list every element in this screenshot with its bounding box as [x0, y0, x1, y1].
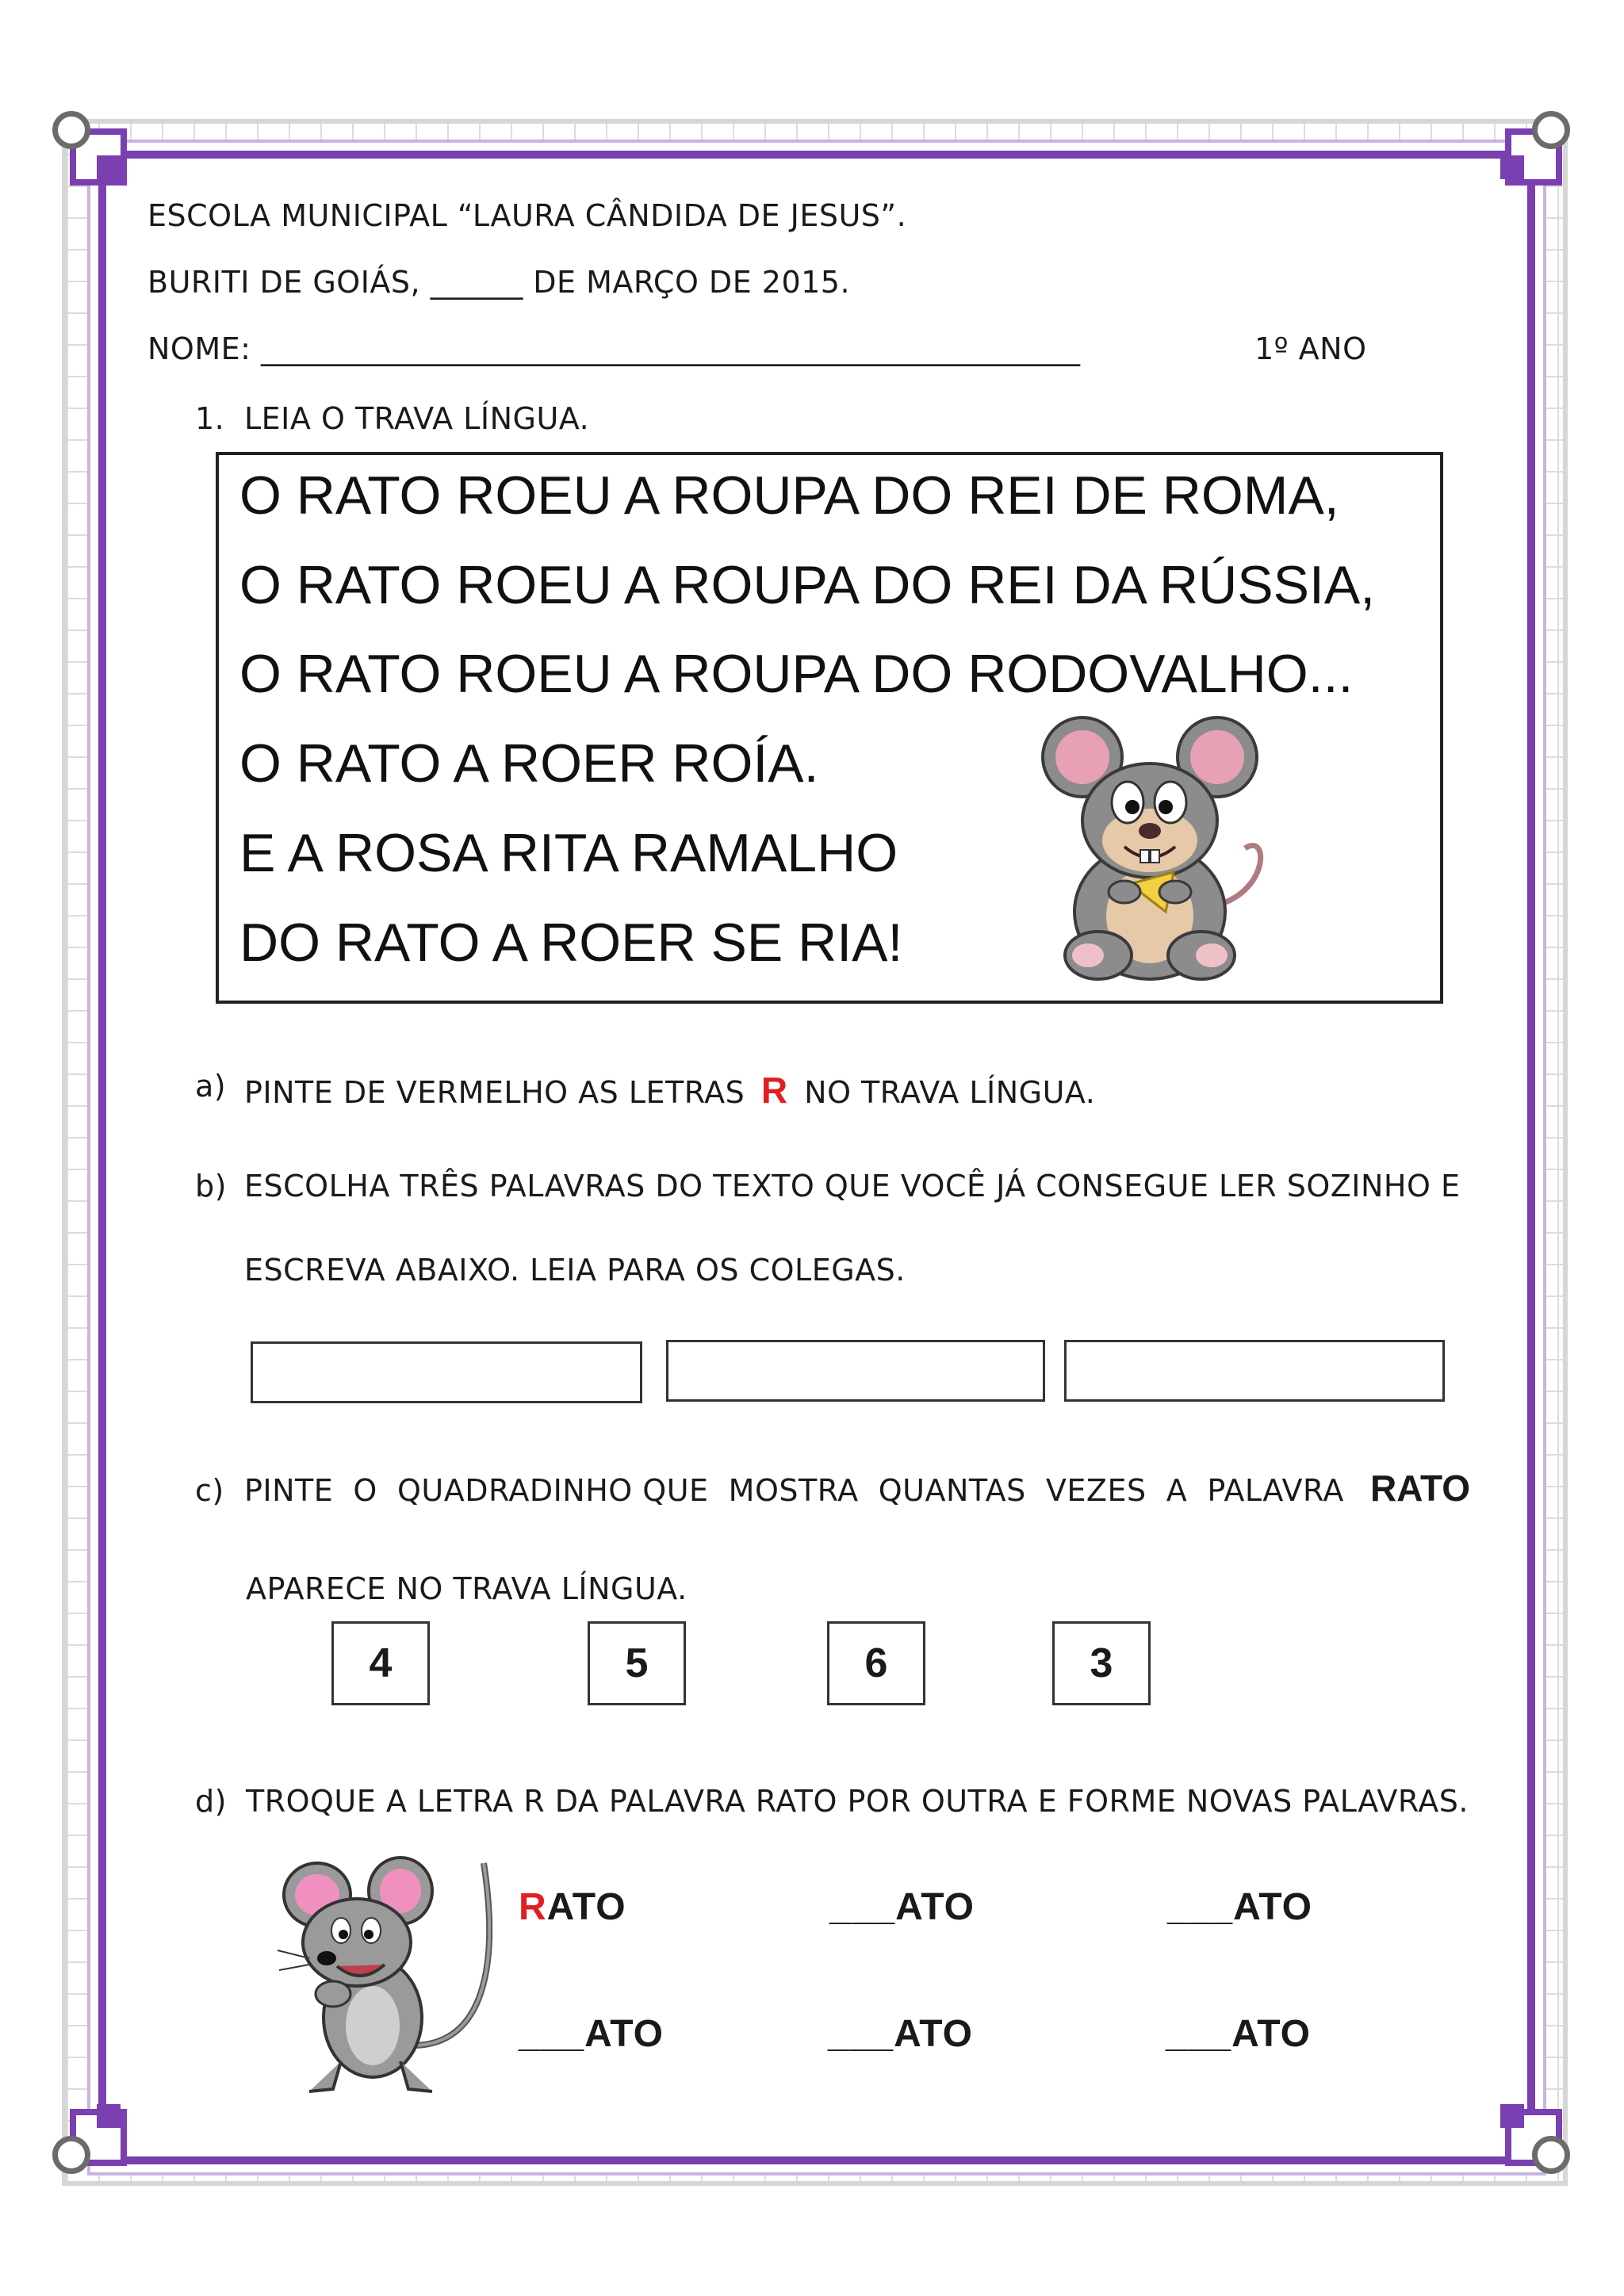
name-label: NOME:	[147, 331, 262, 366]
word-blank-3[interactable]	[519, 2012, 664, 2056]
answer-box-3[interactable]	[1064, 1340, 1445, 1402]
word-suffix: ATO	[895, 1886, 975, 1928]
tongue-line-4: O RATO A ROER ROÍA.	[239, 733, 819, 794]
corner-ornament-top-left	[52, 111, 116, 174]
item-c-bold-word: RATO	[1370, 1468, 1471, 1509]
item-a-letter: a)	[195, 1069, 227, 1104]
option-box-6[interactable]: 6	[827, 1621, 925, 1705]
question-1-number: 1.	[195, 401, 225, 436]
school-name: ESCOLA MUNICIPAL “LAURA CÂNDIDA DE JESUS”.	[147, 198, 907, 233]
item-c-line-1: PINTE O QUADRADINHO QUE MOSTRA QUANTAS VEZES A PALAVRA	[244, 1473, 1344, 1508]
answer-box-1[interactable]	[251, 1341, 642, 1403]
answer-box-2[interactable]	[666, 1340, 1045, 1402]
item-c-letter: c)	[195, 1473, 224, 1508]
word-suffix: ATO	[1231, 2013, 1311, 2055]
word-blank-5[interactable]	[1166, 2012, 1311, 2056]
item-a-before: PINTE DE VERMELHO AS LETRAS	[244, 1075, 745, 1110]
blank-line[interactable]: ___	[519, 2013, 585, 2055]
example-word-rest: ATO	[546, 1886, 626, 1928]
name-field[interactable]: _____________________________________________________	[261, 331, 1081, 366]
corner-ornament-bottom-right	[1505, 2109, 1568, 2172]
item-b-line-1: ESCOLHA TRÊS PALAVRAS DO TEXTO QUE VOCÊ JÁ CONSEGUE LER SOZINHO E	[244, 1169, 1461, 1203]
blank-line[interactable]: ___	[1166, 2013, 1232, 2055]
item-b-line-2: ESCREVA ABAIXO. LEIA PARA OS COLEGAS.	[244, 1253, 906, 1288]
name-line	[147, 331, 1081, 366]
word-suffix: ATO	[1233, 1886, 1312, 1928]
item-a-after: NO TRAVA LÍNGUA.	[804, 1075, 1096, 1110]
question-1-text: LEIA O TRAVA LÍNGUA.	[244, 401, 590, 436]
corner-ornament-bottom-left	[52, 2109, 116, 2172]
standing-mouse-illustration	[262, 1847, 500, 2101]
option-box-4[interactable]: 4	[331, 1621, 430, 1705]
example-word-rato	[519, 1885, 626, 1929]
date-blank[interactable]: ______	[430, 265, 523, 300]
corner-ornament-top-right	[1505, 111, 1568, 174]
blank-line[interactable]: ___	[1167, 1886, 1234, 1928]
option-box-5[interactable]: 5	[588, 1621, 686, 1705]
date-prefix: BURITI DE GOIÁS,	[147, 265, 431, 300]
grade-label: 1º ANO	[1254, 331, 1367, 366]
date-suffix: DE MARÇO DE 2015.	[523, 265, 851, 300]
item-d-text: TROQUE A LETRA R DA PALAVRA RATO POR OUTRA E FORME NOVAS PALAVRAS.	[246, 1784, 1469, 1819]
sitting-mouse-illustration	[1031, 714, 1285, 983]
tongue-line-2: O RATO ROEU A ROUPA DO REI DA RÚSSIA,	[239, 555, 1376, 615]
tongue-line-6: DO RATO A ROER SE RIA!	[239, 913, 903, 973]
word-blank-4[interactable]	[828, 2012, 973, 2056]
option-box-3[interactable]: 3	[1052, 1621, 1151, 1705]
word-suffix: ATO	[584, 2013, 664, 2055]
item-a-text	[244, 1069, 1095, 1112]
tongue-line-1: O RATO ROEU A ROUPA DO REI DE ROMA,	[239, 465, 1339, 526]
item-a-highlight-letter: R	[760, 1070, 788, 1111]
item-d-letter: d)	[195, 1784, 227, 1819]
blank-line[interactable]: ___	[829, 1886, 896, 1928]
tongue-line-5: E A ROSA RITA RAMALHO	[239, 823, 898, 883]
word-suffix: ATO	[894, 2013, 973, 2055]
tongue-line-3: O RATO ROEU A ROUPA DO RODOVALHO...	[239, 644, 1354, 704]
date-line	[147, 265, 850, 300]
word-blank-2[interactable]	[1167, 1885, 1312, 1929]
word-blank-1[interactable]	[829, 1885, 975, 1929]
item-b-letter: b)	[195, 1169, 227, 1203]
blank-line[interactable]: ___	[828, 2013, 894, 2055]
item-c-line-2: APARECE NO TRAVA LÍNGUA.	[246, 1571, 688, 1606]
example-word-red-letter: R	[519, 1886, 547, 1928]
